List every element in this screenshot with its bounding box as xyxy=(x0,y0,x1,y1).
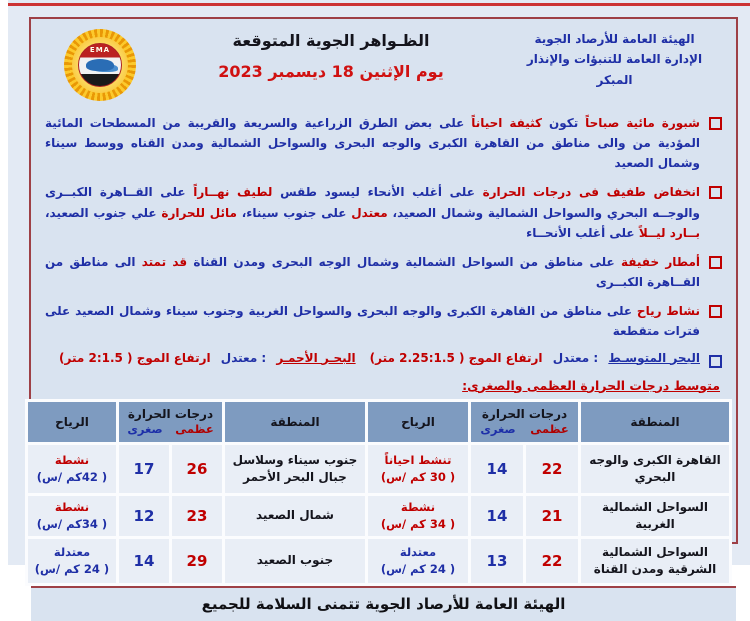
bullet-text: أمطار خفيفة على مناطق من السواحل الشمالية وشمال الوجه البحرى ومدن القناة قد تمتد الى مناطق من القــاهرة الكبــرى xyxy=(45,254,700,290)
bulletin-page xyxy=(8,0,750,613)
temp-max-cell: 29 xyxy=(172,539,222,583)
logo-flag-core xyxy=(78,43,122,87)
header-wind: الرياح xyxy=(368,402,468,442)
header-max: عظمى xyxy=(530,422,569,437)
header-temps-label: درجات الحرارة xyxy=(127,407,214,422)
forecast-table xyxy=(25,399,732,586)
region-cell: شمال الصعيد xyxy=(225,496,365,536)
bullet-text: نشاط رياح على مناطق من القاهرة الكبرى والوجه البحرى والسواحل الغربية وجنوب سيناء وشمال الصعيد على فترات متقطعة xyxy=(45,304,701,339)
bullet-item-temperature xyxy=(45,182,722,242)
temp-min-cell: 13 xyxy=(471,539,523,583)
temp-max-cell: 21 xyxy=(526,496,578,536)
wind-cell: نشطة ( 34كم /س) xyxy=(28,496,116,536)
org-name-line2: الإدارة العامة للتنبؤات والإنذار المبكر xyxy=(526,52,703,87)
bulletin-header xyxy=(31,19,736,101)
org-name-line1: الهيئة العامة للأرصاد الجوية xyxy=(534,32,695,46)
header-min: صغرى xyxy=(480,422,516,437)
table-row xyxy=(28,496,729,536)
region-cell: السواحل الشمالية الغربية xyxy=(581,496,729,536)
sea-red-name: البحـر الأحمـر xyxy=(276,350,356,365)
red-square-bullet-icon xyxy=(709,256,722,269)
temp-min-cell: 17 xyxy=(119,445,169,493)
bullet-item-wind xyxy=(45,301,722,341)
ema-sun-logo-icon xyxy=(64,29,136,101)
region-cell: جنوب الصعيد xyxy=(225,539,365,583)
header-temps xyxy=(119,402,222,442)
sea-med-wave-height: ارتفاع الموج ( 2.25:1.5 متر) xyxy=(369,350,543,365)
temp-min-cell: 14 xyxy=(471,445,523,493)
temp-max-cell: 23 xyxy=(172,496,222,536)
temperature-table-title: متوسط درجات الحرارة العظمى والصغرى: xyxy=(462,377,720,393)
wind-cell: معتدلة ( 24 كم /س) xyxy=(28,539,116,583)
region-cell: القاهرة الكبرى والوجه البحري xyxy=(581,445,729,493)
bulletin-main-box xyxy=(29,17,738,613)
region-cell: السواحل الشمالية الشرقية ومدن القناة xyxy=(581,539,729,583)
bullet-item-rain xyxy=(45,252,722,292)
header-region: المنطقة xyxy=(225,402,365,442)
logo-ema-text: EMA xyxy=(89,46,111,54)
table-row xyxy=(28,445,729,493)
red-square-bullet-icon xyxy=(709,117,722,130)
sea-state-line xyxy=(45,351,700,365)
red-square-bullet-icon xyxy=(709,305,722,318)
bullet-item-fog xyxy=(45,113,722,173)
footer-message: الهيئة العامة للأرصاد الجوية تتمنى السلامة للجميع xyxy=(31,586,736,621)
sea-red-wave-height: ارتفاع الموج ( 2:1.5 متر) xyxy=(59,350,211,365)
temp-max-cell: 22 xyxy=(526,539,578,583)
wind-cell: نشطة ( 42كم /س) xyxy=(28,445,116,493)
logo-container xyxy=(45,29,155,101)
wind-cell: نشطة ( 34 كم /س) xyxy=(368,496,468,536)
wind-cell: تنشط احياناً ( 30 كم /س) xyxy=(368,445,468,493)
region-cell: جنوب سيناء وسلاسل جبال البحر الأحمر xyxy=(225,445,365,493)
red-square-bullet-icon xyxy=(709,186,722,199)
logo-ring xyxy=(72,37,128,93)
temp-max-cell: 22 xyxy=(526,445,578,493)
sea-state-row xyxy=(45,351,722,368)
header-region: المنطقة xyxy=(581,402,729,442)
sea-red-sea xyxy=(59,351,356,365)
sea-med-state: : معتدل xyxy=(552,350,599,365)
table-row xyxy=(28,539,729,583)
sea-red-state: : معتدل xyxy=(220,350,267,365)
temp-min-cell: 12 xyxy=(119,496,169,536)
org-name-block xyxy=(507,29,722,90)
phenomena-list xyxy=(31,101,736,368)
bullet-text: شبورة مائية صباحاً تكون كثيفة احياناً على بعض الطرق الزراعية والسريعة والقريبة من المسطحات المائية المؤدية من والى مناطق من القاهرة الكبرى والوجه البحرى والسواحل الشمالية ومدن القناه ووسط سيناء وشمال الصعيد xyxy=(45,116,700,171)
top-red-divider xyxy=(8,3,750,6)
wind-cell: معتدلة ( 24 كم /س) xyxy=(368,539,468,583)
header-wind: الرياح xyxy=(28,402,116,442)
temp-min-cell: 14 xyxy=(119,539,169,583)
cloud-icon xyxy=(86,59,114,71)
bulletin-title-block xyxy=(155,29,507,81)
bullet-text: انخفاض طفيف فى درجات الحرارة على أغلب الأنحاء ليسود طقس لطيف نهــاراً على القــاهرة الكبــرى والوجــه البحري والسواحل الشمالية وشمال الصعيد، معتدل على جنوب سيناء، مائل للحرارة علي جنوب الصعيد، بــارد ليــلاً على أغلب الأنحــاء xyxy=(45,185,701,240)
blue-square-bullet-icon xyxy=(709,355,722,368)
bulletin-title: الظـواهر الجوية المتوقعة xyxy=(232,31,430,50)
table-header-row xyxy=(28,402,729,442)
sea-mediterranean xyxy=(370,351,700,365)
sea-med-name: البحر المتوسـط xyxy=(608,350,700,365)
header-max: عظمى xyxy=(175,422,214,437)
header-min: صغرى xyxy=(127,422,163,437)
bulletin-date: يوم الإثنين 18 ديسمبر 2023 xyxy=(218,62,444,81)
header-temps xyxy=(471,402,578,442)
temp-max-cell: 26 xyxy=(172,445,222,493)
temp-min-cell: 14 xyxy=(471,496,523,536)
header-temps-label: درجات الحرارة xyxy=(481,407,568,422)
